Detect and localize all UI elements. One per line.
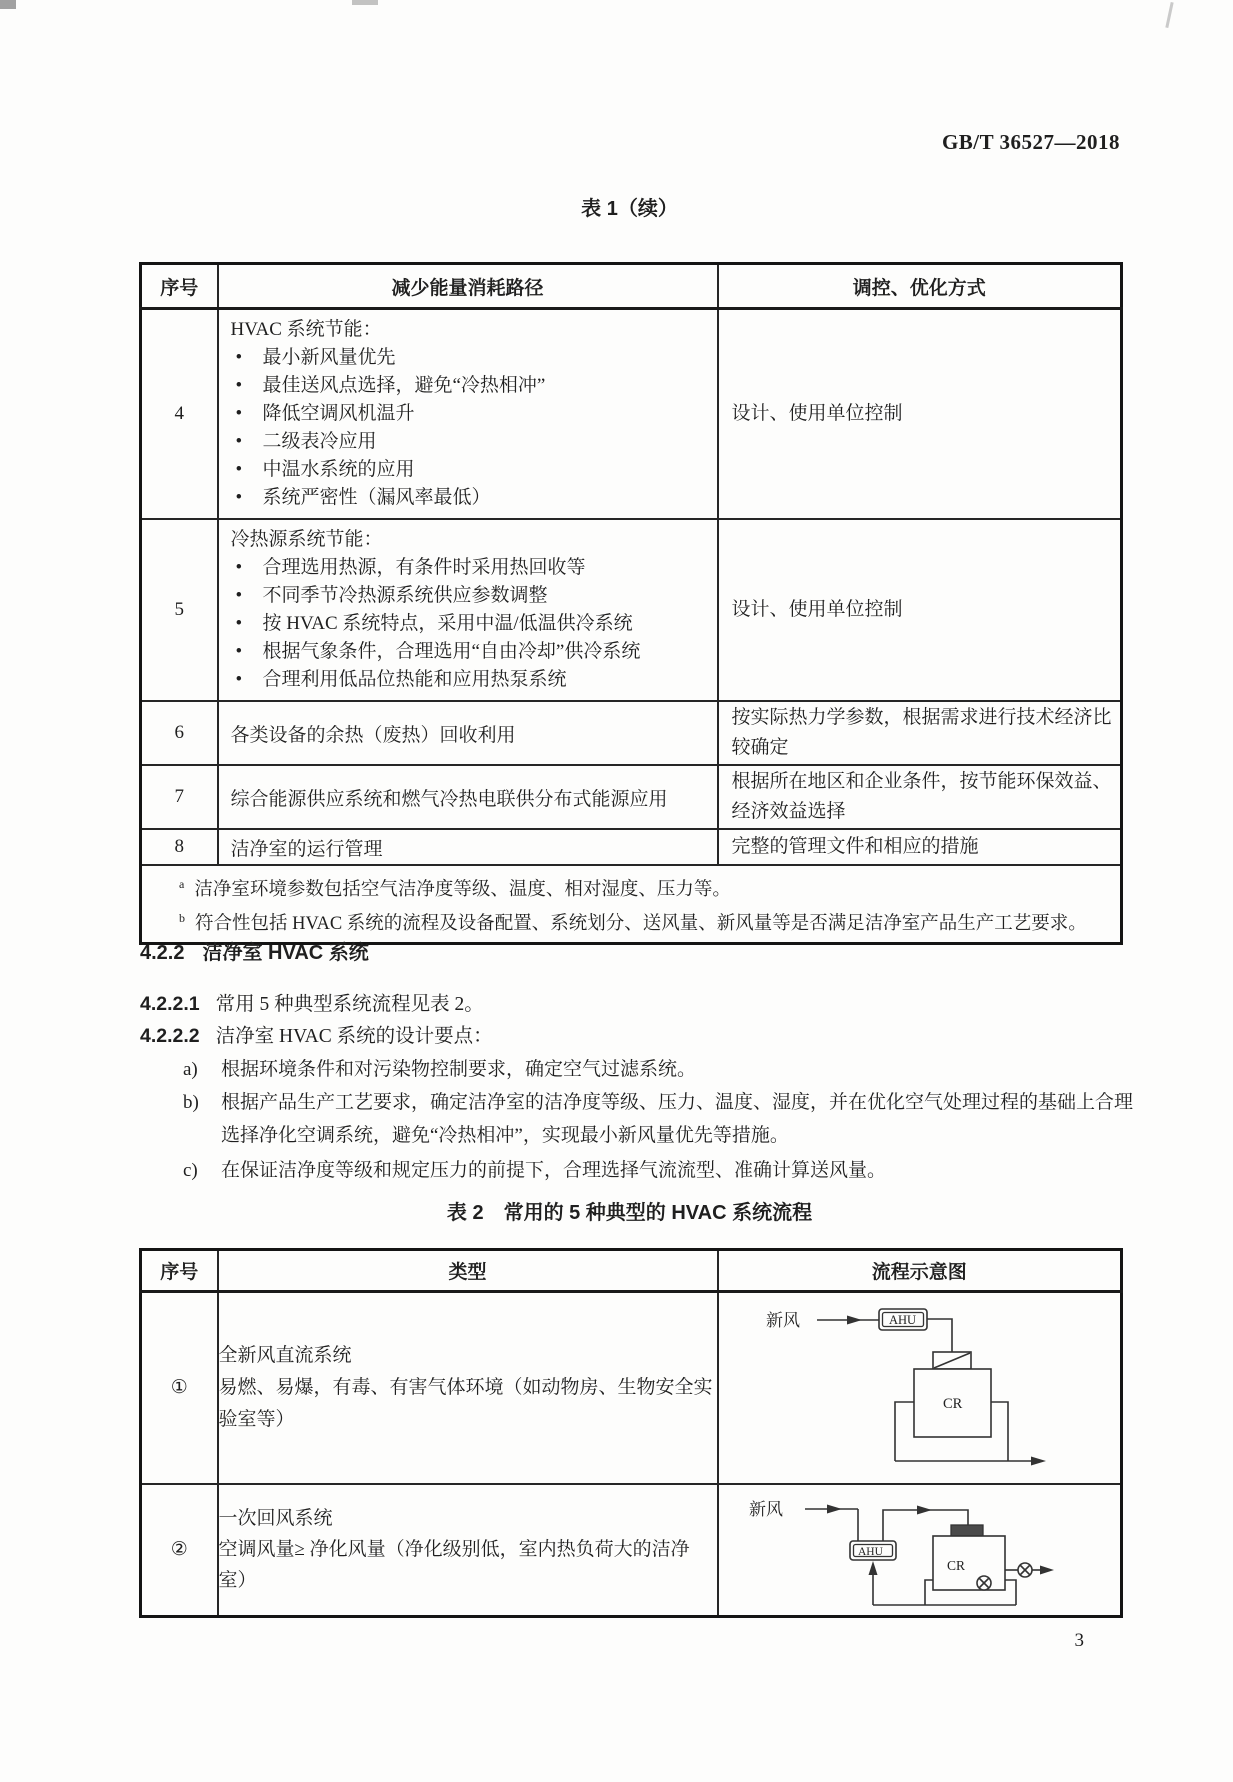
bullet-icon: •: [235, 585, 243, 606]
table1-title: 表 1（续）: [581, 198, 678, 220]
item-marker: a): [183, 1059, 198, 1080]
arrow-right-icon: [1040, 1566, 1054, 1575]
footnote-marker: a: [179, 877, 185, 891]
row4-bullet: [219, 484, 711, 512]
table2-header-type: 类型: [218, 1250, 718, 1292]
row4-bullet: [219, 400, 711, 428]
section-number: 4.2.2.1: [140, 993, 200, 1015]
row8-control: 完整的管理文件和相应的措施: [718, 829, 1122, 865]
bullet-text: 不同季节冷热源系统供应参数调整: [262, 585, 548, 606]
t2row1-type: [218, 1292, 718, 1484]
scan-artifact: [352, 0, 378, 5]
list-item-b: [183, 1086, 1146, 1152]
bullet-text: 最佳送风点选择，避免“冷热相冲”: [262, 375, 546, 396]
section-text: 洁净室 HVAC 系统的设计要点：: [215, 1026, 493, 1047]
row7-control: 根据所在地区和企业条件，按节能环保效益、经济效益选择: [718, 765, 1122, 829]
section-4-2-2-1: [140, 988, 484, 1016]
table-row-7: [141, 765, 1122, 829]
item-text: 在保证洁净度等级和规定压力的前提下，合理选择气流流型、准确计算送风量。: [221, 1160, 887, 1181]
row4-bullet: [219, 428, 711, 456]
arrow-right-icon: [847, 1315, 862, 1324]
bullet-icon: •: [235, 403, 243, 424]
item-marker: c): [183, 1160, 198, 1181]
ahu-label: AHU: [888, 1312, 916, 1327]
t2row2-type: [218, 1484, 718, 1617]
bullet-icon: •: [235, 347, 243, 368]
list-item-c: [183, 1154, 886, 1187]
bullet-icon: •: [235, 431, 243, 452]
bullet-text: 最小新风量优先: [262, 347, 396, 368]
bullet-text: 根据气象条件，合理选用“自由冷却”供冷系统: [262, 641, 641, 662]
section-number: 4.2.2.2: [140, 1025, 200, 1047]
system-type-desc: 空调风量≥ 净化风量（净化级别低，室内热负荷大的洁净室）: [218, 1539, 690, 1592]
scan-artifact: [1165, 2, 1173, 28]
footnote-text: 符合性包括 HVAC 系统的流程及设备配置、系统划分、送风量、新风量等是否满足洁净室产品生产工艺要求。: [195, 914, 1087, 935]
section-text: 常用 5 种典型系统流程见表 2。: [215, 994, 484, 1015]
hvac-flow-diagram-2: [719, 1485, 1119, 1614]
bullet-icon: •: [235, 557, 243, 578]
table-row-8: [141, 829, 1122, 865]
item-text: 根据环境条件和对污染物控制要求，确定空气过滤系统。: [221, 1059, 697, 1080]
table2-header-no: 序号: [141, 1250, 218, 1292]
row4-path-cell: [218, 309, 718, 520]
bullet-text: 二级表冷应用: [262, 431, 377, 452]
table2-header-diagram: 流程示意图: [718, 1250, 1122, 1292]
footnote-b: [179, 904, 1110, 938]
bullet-text: 中温水系统的应用: [262, 459, 415, 480]
bullet-text: 按 HVAC 系统特点，采用中温/低温供冷系统: [262, 613, 633, 634]
t2row1-diagram-cell: [718, 1292, 1122, 1484]
filter-icon: [951, 1525, 983, 1536]
row4-title: HVAC 系统节能：: [230, 319, 382, 340]
table-row-5: [141, 519, 1122, 701]
table-row-4: [141, 309, 1122, 520]
section-4-2-2: [140, 936, 369, 965]
row5-bullet: [219, 666, 711, 694]
table2-row-1: [141, 1292, 1122, 1484]
bullet-text: 合理利用低品位热能和应用热泵系统: [262, 669, 567, 690]
fresh-air-label: 新风: [765, 1310, 800, 1330]
row7-path: 综合能源供应系统和燃气冷热电联供分布式能源应用: [218, 765, 718, 829]
section-number: 4.2.2: [140, 942, 185, 964]
table1-header-control: 调控、优化方式: [718, 264, 1122, 309]
footnote-marker: b: [179, 911, 185, 926]
table2-title: 表 2 常用的 5 种典型的 HVAC 系统流程: [446, 1202, 813, 1224]
table2-header-row: [141, 1250, 1122, 1292]
table1-header-row: [141, 264, 1122, 309]
row6-control: 按实际热力学参数，根据需求进行技术经济比较确定: [718, 701, 1122, 765]
t2row1-no: ①: [141, 1292, 218, 1484]
hvac-flow-diagram-1: [719, 1294, 1119, 1482]
bullet-text: 降低空调风机温升: [262, 403, 415, 424]
doc-number: GB/T 36527—2018: [941, 130, 1120, 154]
row8-path: 洁净室的运行管理: [218, 829, 718, 865]
row4-control: 设计、使用单位控制: [718, 309, 1122, 520]
footnote-a: [179, 870, 1110, 904]
table1: [139, 262, 1123, 945]
cleanroom-label: CR: [946, 1558, 965, 1574]
bullet-icon: •: [235, 459, 243, 480]
fresh-air-label: 新风: [748, 1500, 783, 1520]
row5-no: 5: [141, 519, 218, 701]
row8-no: 8: [141, 829, 218, 865]
table1-footnote-row: [141, 865, 1122, 944]
system-type-title: 全新风直流系统: [218, 1344, 352, 1366]
bullet-text: 合理选用热源，有条件时采用热回收等: [262, 557, 586, 578]
t2row2-no: ②: [141, 1484, 218, 1617]
row5-title: 冷热源系统节能：: [230, 529, 383, 550]
row4-bullet: [219, 344, 711, 372]
system-type-desc: 易燃、易爆，有毒、有害气体环境（如动物房、生物安全实验室等）: [218, 1376, 713, 1430]
section-title: 洁净室 HVAC 系统: [202, 942, 369, 964]
row5-control: 设计、使用单位控制: [718, 519, 1122, 701]
table1-footnotes: [141, 865, 1122, 944]
system-type-title: 一次回风系统: [218, 1508, 333, 1530]
arrow-up-icon: [868, 1561, 877, 1575]
table2: [139, 1248, 1123, 1618]
arrow-right-icon: [1031, 1456, 1046, 1465]
item-marker: b): [183, 1092, 199, 1113]
bullet-icon: •: [235, 375, 243, 396]
row5-bullet: [219, 638, 711, 666]
arrow-right-icon: [827, 1505, 842, 1514]
bullet-icon: •: [235, 641, 243, 662]
row4-bullet: [219, 456, 711, 484]
scan-artifact: [0, 0, 16, 9]
row4-no: 4: [141, 309, 218, 520]
row6-no: 6: [141, 701, 218, 765]
row5-path-cell: [218, 519, 718, 701]
table-row-6: [141, 701, 1122, 765]
footnote-text: 洁净室环境参数包括空气洁净度等级、温度、相对湿度、压力等。: [194, 880, 731, 901]
section-4-2-2-2: [140, 1020, 493, 1048]
bullet-icon: •: [235, 669, 243, 690]
bullet-icon: •: [235, 487, 243, 508]
table1-header-no: 序号: [141, 264, 218, 309]
table2-row-2: [141, 1484, 1122, 1617]
row6-path: 各类设备的余热（废热）回收利用: [218, 701, 718, 765]
row5-bullet: [219, 582, 711, 610]
item-text: 根据产品生产工艺要求，确定洁净室的洁净度等级、压力、温度、湿度，并在优化空气处理过程的基础上合理选择净化空调系统，避免“冷热相冲”，实现最小新风量优先等措施。: [221, 1092, 1134, 1146]
page-number: 3: [1074, 1630, 1084, 1651]
row4-bullet: [219, 372, 711, 400]
arrow-right-icon: [917, 1506, 932, 1515]
row5-bullet: [219, 610, 711, 638]
row7-no: 7: [141, 765, 218, 829]
bullet-text: 系统严密性（漏风率最低）: [262, 487, 491, 508]
bullet-icon: •: [235, 613, 243, 634]
cleanroom-label: CR: [942, 1395, 962, 1412]
table1-header-path: 减少能量消耗路径: [218, 264, 718, 309]
ahu-label: AHU: [857, 1546, 883, 1559]
t2row2-diagram-cell: [718, 1484, 1122, 1617]
list-item-a: [183, 1053, 696, 1086]
row5-bullet: [219, 554, 711, 582]
